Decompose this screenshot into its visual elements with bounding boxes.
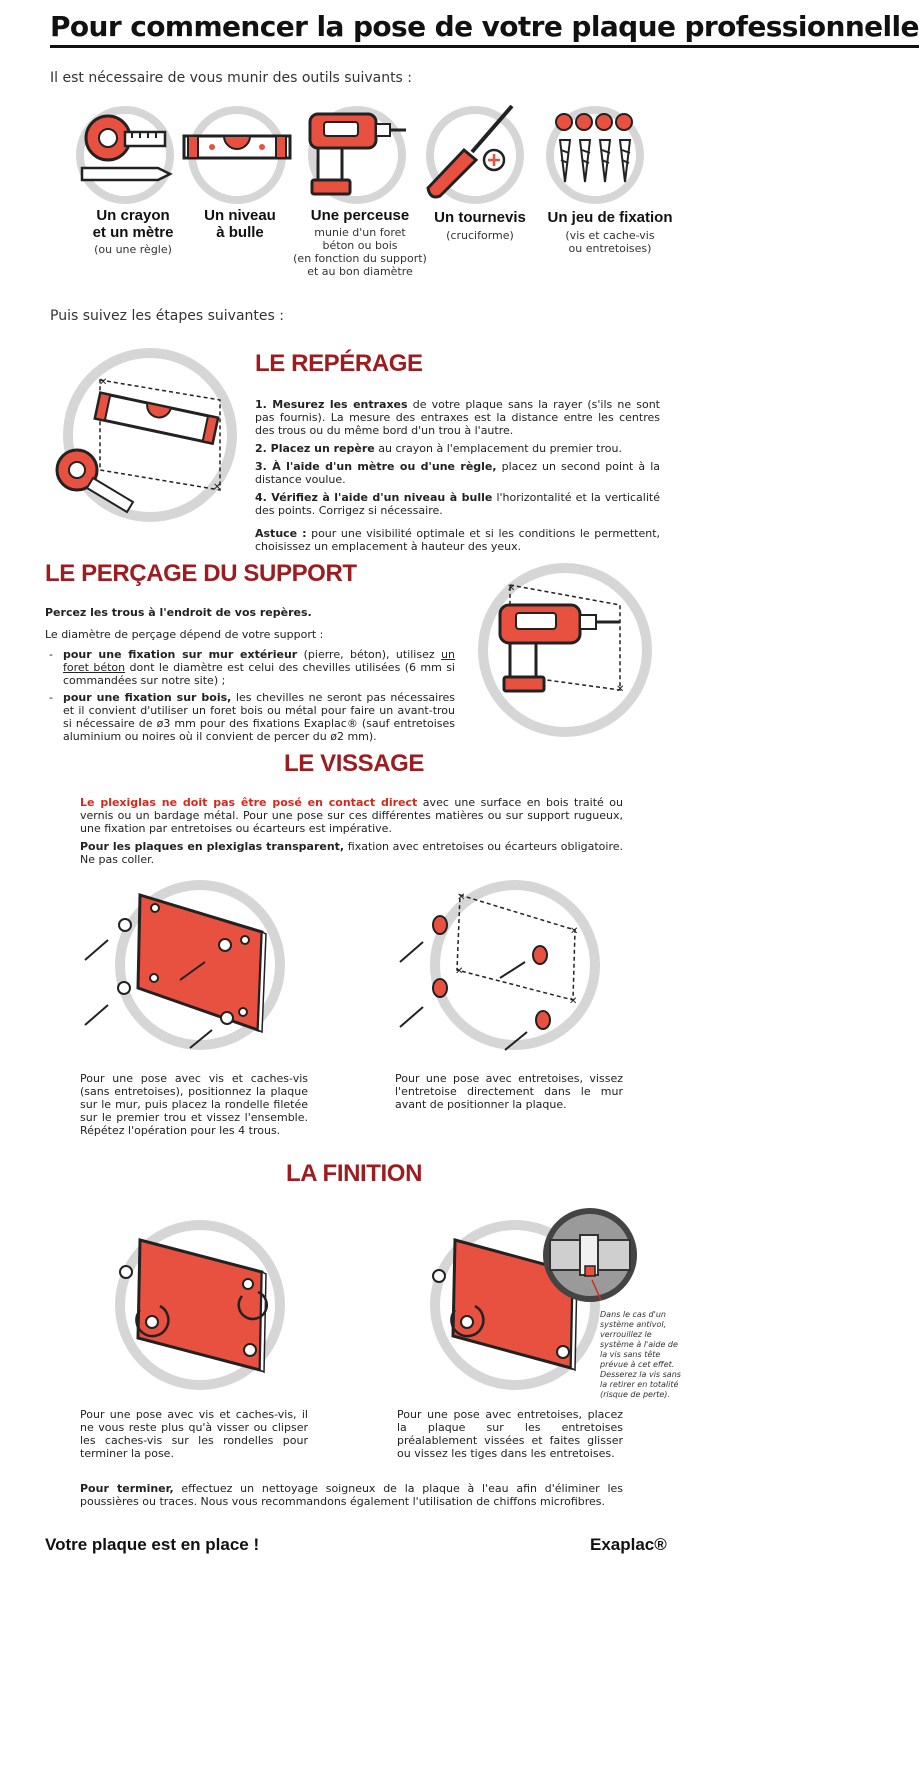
reperage-title: LE REPÉRAGE [255,350,423,377]
finition-caption-left: Pour une pose avec vis et caches-vis, il ne vous reste plus qu'à visser ou clipser les caches-vis sur les rondelles pour terminer la pose. [80,1408,308,1460]
concrete-drill-link[interactable]: un foret béton [63,648,455,674]
reperage-text [255,398,660,558]
vissage-title: LE VISSAGE [283,750,425,777]
brand-name: Exaplac® [590,1535,667,1554]
reperage-step1-bold: 1. Mesurez les entraxes [255,398,408,411]
spirit-level-icon [182,100,292,210]
svg-text:✕: ✕ [569,996,578,1007]
percage-bullet-wood: - pour une fixation sur bois, les chevilles ne seront pas nécessaires et il convient d'utiliser un foret bois ou métal pour faire un avant-trou si nécessaire de ø3 mm pour des fixations Exaplac® (sauf entretoises aluminium ou noires où il convient de percer du ø2 mm). [49,691,456,743]
tool-name: Un crayon et un mètre [92,207,174,241]
screwdriver-icon [420,100,530,210]
reperage-tip: pour une visibilité optimale et si les conditions le permettent, choisissez un emplacement à hauteur des yeux. [255,527,661,553]
screws-icon [540,100,650,210]
reperage-step1: de votre plaque sans la rayer (s'ils ne sont pas fournis). La mesure des entraxes est la distance entre les centres des trous ou du même bord d'un trou à l'autre. [255,398,660,437]
tool-drill [285,207,435,278]
transparent-bold: Pour les plaques en plexiglas transparent, [80,840,345,853]
percage-drill-illustration [470,555,660,745]
svg-text:✕: ✕ [507,583,516,594]
reperage-step2: au crayon à l'emplacement du premier trou. [374,442,622,455]
vissage-screw-cap-illustration [80,870,310,1060]
tool-desc: (cruciforme) [446,229,514,242]
reperage-step4-bold: 4. Vérifiez à l'aide d'un niveau à bulle [255,491,493,504]
vissage-spacer-illustration [395,870,625,1060]
percage-b2-bold: pour une fixation sur bois, [63,691,232,704]
svg-text:✕: ✕ [616,684,625,695]
vissage-caption-left: Pour une pose avec vis et caches-vis (sans entretoises), positionnez la plaque sur le mur, puis placez la rondelle filetée sur le premier trou et vissez l'ensemble. Répétez l'opération pour les 4 trous. [80,1072,308,1137]
finition-screw-cap-illustration [100,1210,300,1400]
ending-text [80,1482,623,1508]
percage-b2: les chevilles ne seront pas nécessaires et il convient d'utiliser un foret bois ou métal pour faire un avant-trou si nécessaire de ø3 mm pour des fixations Exaplac® (sauf entretoises aluminium ou noires où il convient de percer du ø2 mm). [63,691,456,743]
steps-intro: Puis suivez les étapes suivantes : [50,308,284,324]
transparent-rest: fixation avec entretoises ou écarteurs obligatoire. Ne pas coller. [80,840,623,866]
tape-measure-pencil-icon [70,100,180,210]
drill-icon [302,100,412,210]
page-title: Pour commencer la pose de votre plaque professionnelle [50,10,919,48]
reperage-step4: l'horizontalité et la verticalité des points. Corrigez si nécessaire. [255,491,660,517]
percage-lead: Percez les trous à l'endroit de vos repères. [45,606,312,619]
reperage-step2-bold: 2. Placez un repère [255,442,375,455]
plexiglas-warning-rest: avec une surface en bois traité ou vernis ou un bardage métal. Pour une pose sur ces différentes matières ou sur support rugueux, une fixation par entretoises ou écarteurs est impérative. [80,796,623,835]
percage-b1-a: (pierre, béton), utilisez [297,648,442,661]
percage-b1-bold: pour une fixation sur mur extérieur [63,648,298,661]
antitheft-note: Dans le cas d'un système antivol, verrouillez le système à l'aide de la vis sans tête prévue à cet effet. Desserez la vis sans la retirer en totalité (risque de perte). [600,1310,681,1399]
svg-text:✕: ✕ [570,926,579,937]
tool-desc: (vis et cache-vis ou entretoises) [565,229,655,255]
svg-text:✕: ✕ [457,892,466,903]
reperage-tip-bold: Astuce : [255,527,307,540]
finition-title: LA FINITION [285,1160,423,1187]
tool-name: Un tournevis [434,209,526,226]
svg-text:✕: ✕ [455,966,464,977]
reperage-step3: placez un second point à la distance voulue. [255,460,660,486]
svg-text:✕: ✕ [99,377,108,388]
finition-caption-right: Pour une pose avec entretoises, placez la plaque sur les entretoises préalablement vissées et faites glisser ou vissez les tiges dans les entretoises. [397,1408,623,1460]
tool-desc: (ou une règle) [94,243,172,256]
tools-intro: Il est nécessaire de vous munir des outils suivants : [50,70,413,86]
percage-text [45,606,455,743]
tool-desc: munie d'un foret béton ou bois (en fonction du support) et au bon diamètre [293,226,427,278]
plexiglas-warning: Le plexiglas ne doit pas être posé en contact direct [80,796,418,809]
tool-name: Un jeu de fixation [547,209,673,226]
percage-bullet-wall: - pour une fixation sur mur extérieur (pierre, béton), utilisez un foret béton dont le diamètre est celui des chevilles utilisées (6 mm si commandées sur notre site) ; [49,648,455,687]
ending-rest: effectuez un nettoyage soigneux de la plaque à l'eau afin d'éliminer les poussières ou traces. Nous vous recommandons également l'utilisation de chiffons microfibres. [80,1482,624,1508]
footer-done: Votre plaque est en place ! [45,1535,260,1554]
tool-screwdriver [420,209,540,242]
tool-name: Un niveau à bulle [204,207,276,241]
percage-title: LE PERÇAGE DU SUPPORT [45,560,357,587]
vissage-text [80,796,623,871]
reperage-illustration [55,340,245,530]
ending-bold: Pour terminer, [80,1482,174,1495]
tool-name: Une perceuse [310,207,410,224]
percage-intro: Le diamètre de perçage dépend de votre support : [45,628,324,641]
vissage-caption-right: Pour une pose avec entretoises, vissez l'entretoise directement dans le mur avant de positionner la plaque. [395,1072,623,1111]
svg-text:✕: ✕ [213,482,222,493]
tool-fixings [535,209,685,255]
percage-b1-b: dont le diamètre est celui des chevilles utilisées (6 mm si commandées sur notre site) ; [63,661,455,687]
reperage-step3-bold: 3. À l'aide d'un mètre ou d'une règle, [255,460,497,473]
